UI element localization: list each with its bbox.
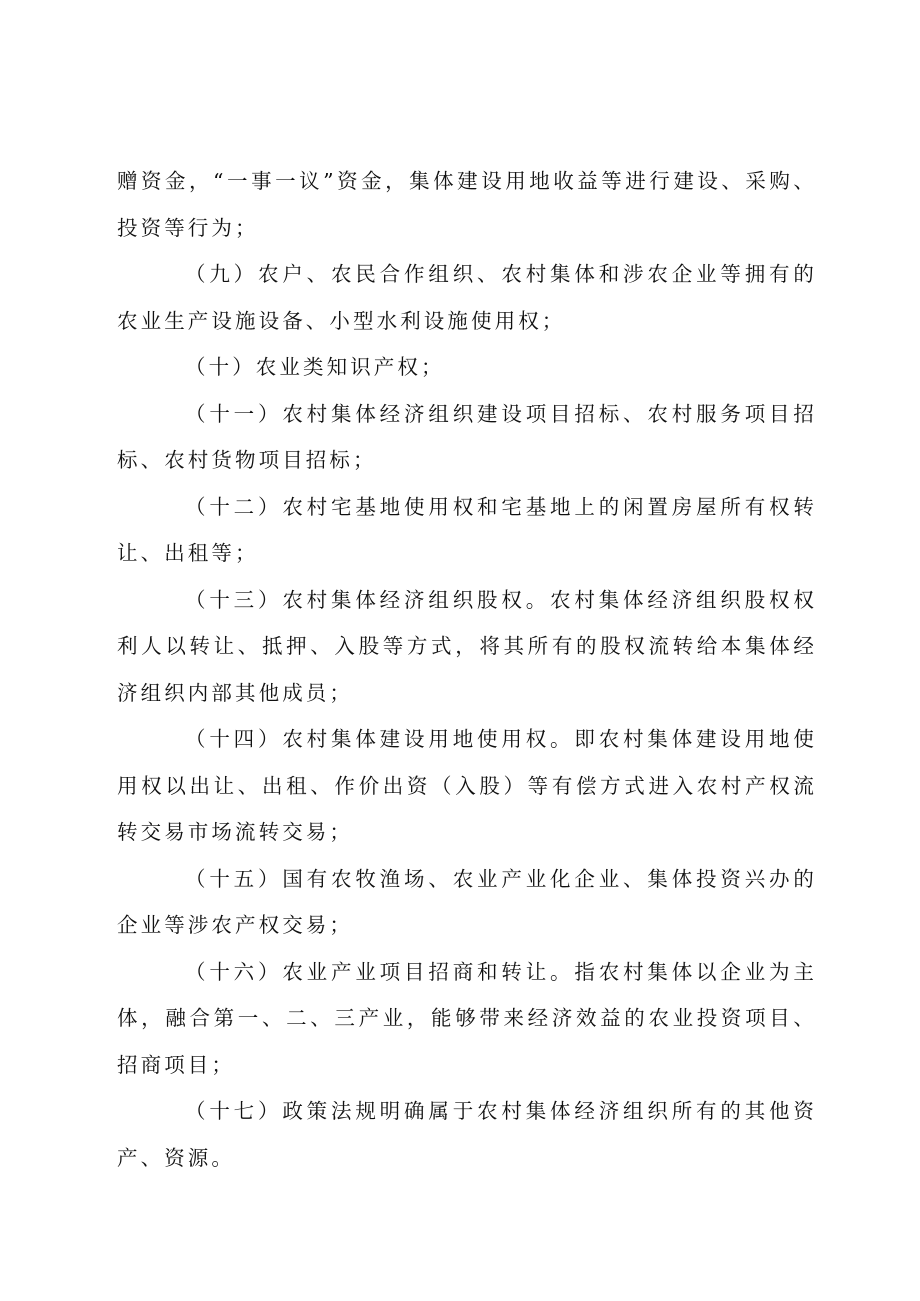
- paragraph-item-10: （十）农业类知识产权；: [185, 355, 445, 379]
- paragraph-item-14: （十四）农村集体建设用地使用权。即农村集体建设用地使用权以出让、出租、作价出资（入股）等有偿方式进入农村产权流转交易市场流转交易；: [117, 727, 817, 844]
- paragraph-item-11: （十一）农村集体经济组织建设项目招标、农村服务项目招标、农村货物项目招标；: [117, 401, 817, 472]
- paragraph-item-16: （十六）农业产业项目招商和转让。指农村集体以企业为主体，融合第一、二、三产业，能够带来经济效益的农业投资项目、招商项目；: [117, 959, 817, 1077]
- paragraph-item-15: （十五）国有农牧渔场、农业产业化企业、集体投资兴办的企业等涉农产权交易；: [117, 866, 817, 937]
- paragraph-item-9: （九）农户、农民合作组织、农村集体和涉农企业等拥有的农业生产设施设备、小型水利设施使用权；: [117, 262, 817, 333]
- paragraph-item-12: （十二）农村宅基地使用权和宅基地上的闲置房屋所有权转让、出租等；: [117, 494, 817, 565]
- paragraph-continuation: 赠资金，“一事一议”资金，集体建设用地收益等进行建设、采购、投资等行为；: [117, 169, 817, 240]
- document-body: [117, 158, 817, 1181]
- paragraph-item-13: （十三）农村集体经济组织股权。农村集体经济组织股权权利人以转让、抵押、入股等方式，将其所有的股权流转给本集体经济组织内部其他成员；: [117, 587, 817, 705]
- paragraph-item-17: （十七）政策法规明确属于农村集体经济组织所有的其他资产、资源。: [117, 1099, 817, 1170]
